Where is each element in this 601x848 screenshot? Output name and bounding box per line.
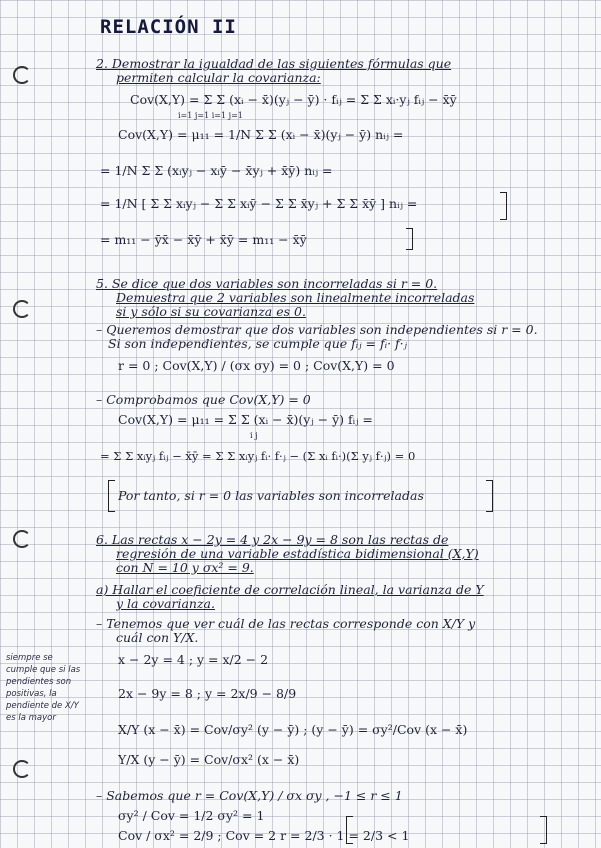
conclusion-bracket-left: [108, 480, 115, 512]
result-bracket-right: [540, 816, 547, 844]
formula-indices: i=1 j=1 i=1 j=1: [178, 111, 243, 120]
result-bracket-left: [346, 816, 353, 844]
exercise-6-approach-cont: cuál con Y/X.: [116, 630, 199, 645]
exercise-5-check: – Comprobamos que Cov(X,Y) = 0: [96, 392, 311, 407]
exercise-5-statement: 5. Se dice que dos variables son incorreladas si r = 0.: [96, 276, 438, 291]
derivation-step-3: = 1/N [ Σ Σ xᵢyⱼ − Σ Σ xᵢȳ − Σ Σ x̄yⱼ + Σ Σ x̄ȳ ] nᵢⱼ =: [100, 196, 418, 211]
derivation-step-2: = 1/N Σ Σ (xᵢyⱼ − xᵢȳ − x̄yⱼ + x̄ȳ) nᵢⱼ =: [100, 163, 333, 178]
exercise-2-statement-cont: permiten calcular la covarianza:: [116, 70, 321, 85]
exercise-6a-statement: a) Hallar el coeficiente de correlación lineal, la varianza de Y: [96, 582, 484, 597]
line-equation-1: x − 2y = 4 ; y = x/2 − 2: [118, 652, 269, 667]
binder-hole: [13, 760, 31, 778]
exercise-6-statement: 6. Las rectas x − 2y = 4 y 2x − 9y = 8 son las rectas de: [96, 532, 449, 547]
exercise-5-statement-end: si y sólo si su covarianza es 0.: [116, 304, 306, 319]
exercise-5-step-1: Cov(X,Y) = μ₁₁ = Σ Σ (xᵢ − x̄)(yⱼ − ȳ) fᵢⱼ =: [118, 412, 373, 427]
variance-result: σy² / Cov = 1/2 σy² = 1: [118, 808, 265, 823]
page-title: RELACIÓN II: [100, 16, 237, 38]
exercise-5-approach: – Queremos demostrar que dos variables son independientes si r = 0.: [96, 322, 538, 337]
exercise-6-statement-cont: regresión de una variable estadística bidimensional (X,Y): [116, 546, 479, 561]
regression-x-on-y: X/Y (x − x̄) = Cov/σy² (y − ȳ) ; (y − ȳ) = σy²/Cov (x − x̄): [118, 722, 468, 737]
exercise-2-statement: 2. Demostrar la igualdad de las siguientes fórmulas que: [96, 56, 452, 71]
exercise-5-condition: r = 0 ; Cov(X,Y) / (σx σy) = 0 ; Cov(X,Y) = 0: [118, 358, 395, 373]
binder-hole: [13, 300, 31, 318]
exercise-5-approach-cont: Si son independientes, se cumple que fᵢⱼ = fᵢ· f·ⱼ: [108, 336, 407, 351]
correlation-result: Cov / σx² = 2/9 ; Cov = 2 r = 2/3 · 1 = 2/3 < 1: [118, 828, 410, 843]
exercise-6-approach: – Tenemos que ver cuál de las rectas corresponde con X/Y y: [96, 616, 476, 631]
binder-hole: [13, 530, 31, 548]
margin-note: siempre se cumple que si las pendientes son positivas, la pendiente de X/Y es la mayor: [6, 653, 81, 723]
correlation-definition: – Sabemos que r = Cov(X,Y) / σx σy , −1 ≤ r ≤ 1: [96, 788, 403, 803]
exercise-5-step-2: = Σ Σ xᵢyⱼ fᵢⱼ − x̄ȳ = Σ Σ xᵢyⱼ fᵢ· f·ⱼ − (Σ xᵢ fᵢ·)(Σ yⱼ f·ⱼ) = 0: [100, 449, 416, 463]
exercise-6-statement-end: con N = 10 y σx² = 9.: [116, 560, 254, 575]
exercise-5-statement-cont: Demuestra que 2 variables son linealmente incorreladas: [116, 290, 475, 305]
result-bracket: [406, 228, 413, 250]
exercise-5-indices: i j: [250, 431, 258, 440]
line-equation-2: 2x − 9y = 8 ; y = 2x/9 − 8/9: [118, 686, 297, 701]
result-bracket: [500, 192, 507, 220]
derivation-step-1: Cov(X,Y) = μ₁₁ = 1/N Σ Σ (xᵢ − x̄)(yⱼ − ȳ) nᵢⱼ =: [118, 127, 404, 142]
formula-covariance: Cov(X,Y) = Σ Σ (xᵢ − x̄)(yⱼ − ȳ) · fᵢⱼ = Σ Σ xᵢ·yⱼ fᵢⱼ − x̄ȳ: [130, 92, 457, 107]
regression-y-on-x: Y/X (y − ȳ) = Cov/σx² (x − x̄): [118, 752, 300, 767]
exercise-5-conclusion: Por tanto, si r = 0 las variables son incorreladas: [118, 488, 424, 503]
derivation-step-4: = m₁₁ − ȳx̄ − x̄ȳ + x̄ȳ = m₁₁ − x̄ȳ: [100, 232, 307, 247]
exercise-6a-statement-cont: y la covarianza.: [116, 596, 215, 611]
binder-hole: [13, 66, 31, 84]
conclusion-bracket-right: [486, 480, 493, 512]
